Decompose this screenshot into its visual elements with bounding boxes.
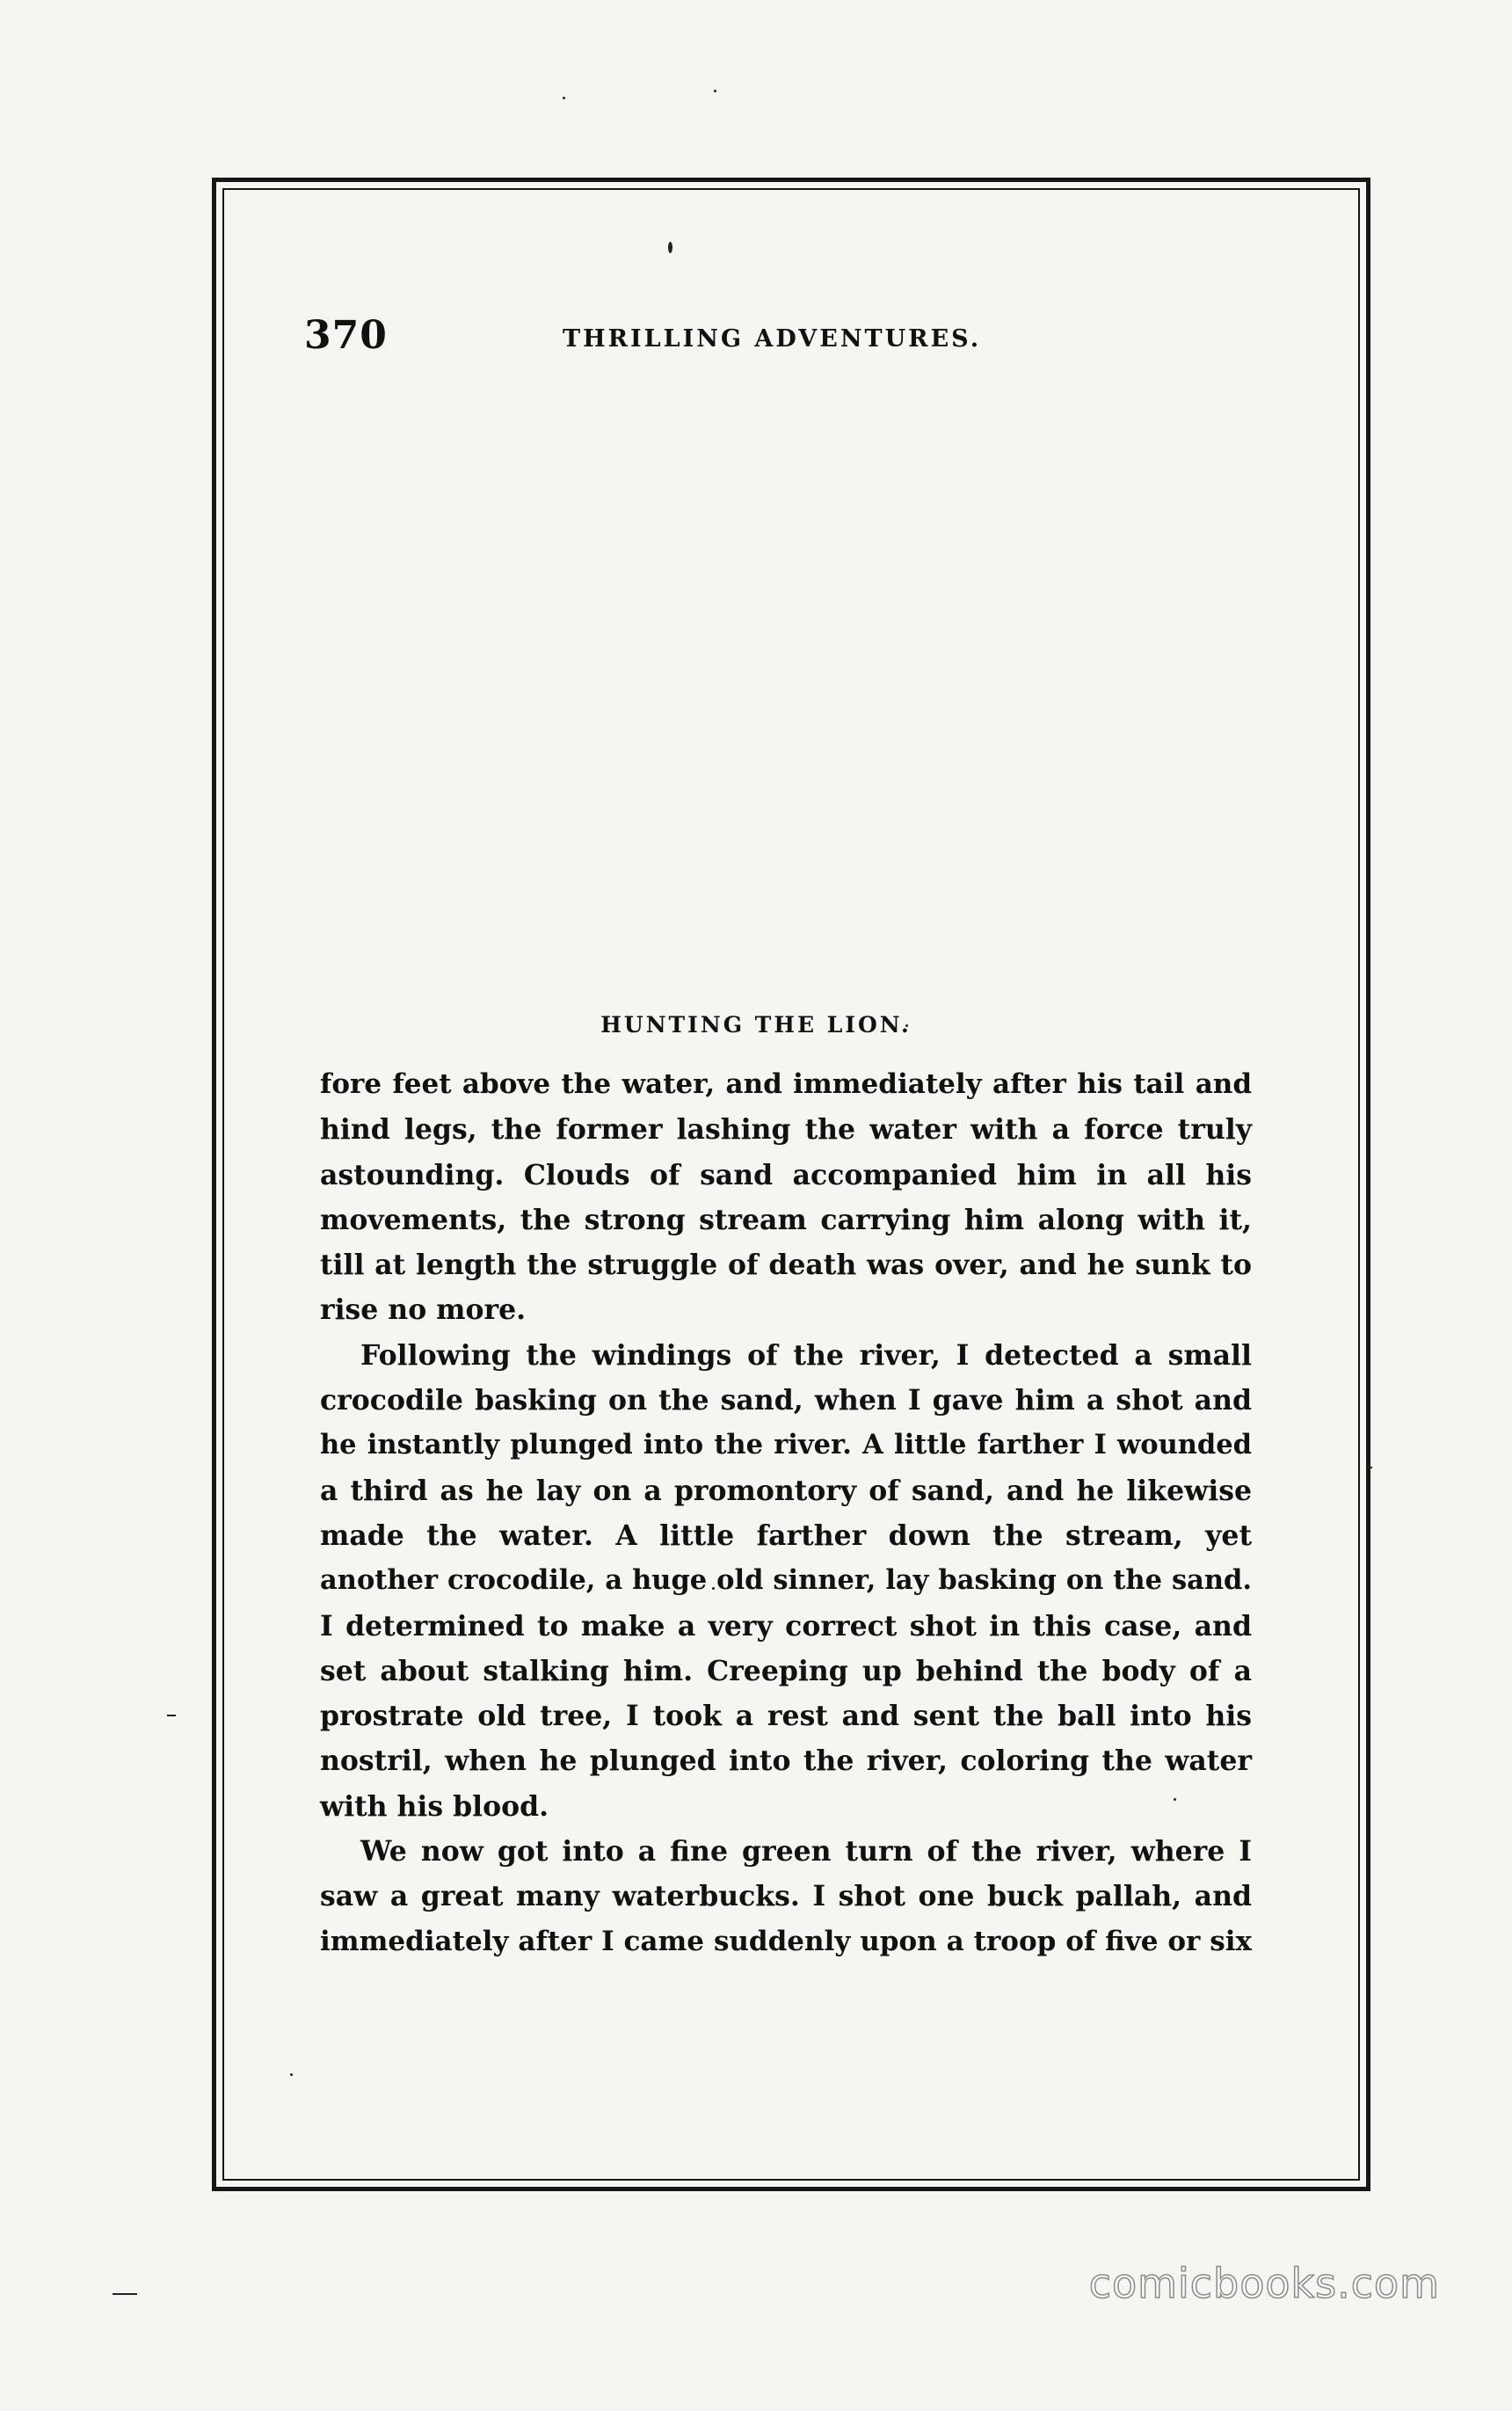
watermark: comicbooks.com <box>1088 2260 1440 2307</box>
body-text <box>320 1062 1252 1964</box>
text-line: immediately after I came suddenly upon a troop of five or six <box>320 1925 1252 1957</box>
scan-speck <box>563 97 565 99</box>
text-line: till at length the struggle of death was over, and he sunk to <box>320 1249 1252 1282</box>
text-line: hind legs, the former lashing the water with a force truly <box>320 1113 1252 1147</box>
scan-speck <box>113 2293 137 2295</box>
paragraph <box>320 1829 1252 1964</box>
text-line: made the water. A little farther down the stream, yet <box>320 1519 1252 1552</box>
scan-speck <box>714 90 716 92</box>
text-line: crocodile basking on the sand, when I gave him a shot and <box>320 1384 1252 1417</box>
text-line: a third as he lay on a promontory of sand, and he likewise <box>320 1474 1252 1507</box>
text-line: astounding. Clouds of sand accompanied him in all his <box>320 1158 1252 1191</box>
text-line: Following the windings of the river, I detected a small <box>360 1338 1252 1372</box>
text-line: nostril, when he plunged into the river, coloring the water <box>320 1745 1252 1778</box>
section-heading: HUNTING THE LION. <box>600 1012 912 1038</box>
text-line: fore feet above the water, and immediately after his tail and <box>320 1068 1252 1100</box>
paragraph <box>320 1333 1252 1829</box>
running-title: THRILLING ADVENTURES. <box>563 325 982 353</box>
text-line: prostrate old tree, I took a rest and sent the ball into his <box>320 1700 1252 1733</box>
text-line: with his blood. <box>320 1789 549 1823</box>
text-line: set about stalking him. Creeping up behind the body of a <box>320 1654 1252 1687</box>
text-line: saw a great many waterbucks. I shot one buck pallah, and <box>320 1880 1252 1913</box>
paragraph <box>320 1062 1252 1333</box>
scan-speck <box>1367 1467 1372 1468</box>
text-line: another crocodile, a huge old sinner, lay basking on the sand. <box>320 1564 1252 1597</box>
text-line: We now got into a fine green turn of the river, where I <box>360 1835 1252 1868</box>
text-line: I determined to make a very correct shot in this case, and <box>320 1609 1252 1643</box>
text-line: rise no more. <box>320 1293 527 1327</box>
text-line: he instantly plunged into the river. A little farther I wounded <box>320 1429 1252 1461</box>
scan-speck <box>290 2073 293 2076</box>
page-number: 370 <box>304 313 388 358</box>
text-line: movements, the strong stream carrying him along with it, <box>320 1203 1252 1236</box>
scan-speck <box>668 242 672 253</box>
scan-speck <box>167 1715 176 1716</box>
